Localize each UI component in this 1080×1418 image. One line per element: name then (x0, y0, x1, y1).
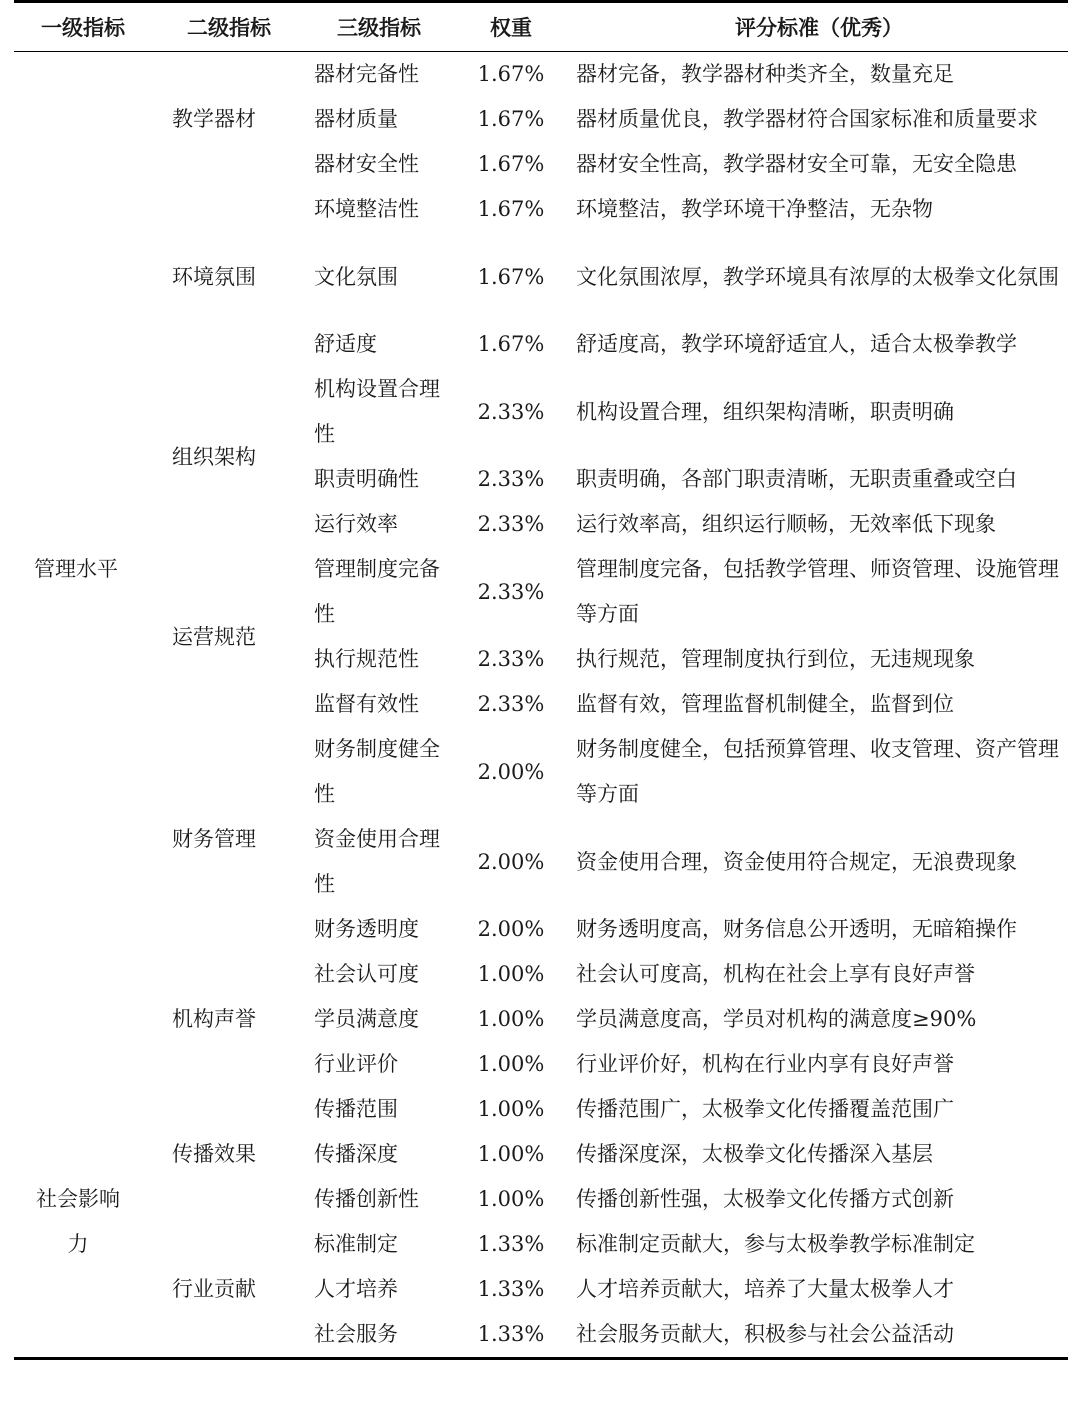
weight-value: 1.00% (477, 962, 545, 986)
level3-indicator: 文化氛围 (314, 264, 398, 289)
weight-value: 1.67% (477, 332, 545, 356)
criteria-text: 传播深度深，太极拳文化传播深入基层 (576, 1142, 933, 1166)
weight-value: 2.33% (477, 579, 545, 604)
level3-indicator: 器材完备性 (314, 62, 419, 86)
criteria-text: 财务制度健全，包括预算管理、收支管理、资产管理等方面 (576, 737, 1059, 806)
level2-cell: 财务管理 (172, 827, 256, 851)
level3-indicator: 运行效率 (314, 512, 398, 536)
level1-label: 管理水平 (34, 557, 118, 581)
criteria-text: 行业评价好，机构在行业内享有良好声誉 (576, 1052, 954, 1076)
weight-value: 1.33% (477, 1322, 545, 1346)
level3-indicator: 人才培养 (314, 1277, 398, 1301)
table-row (14, 52, 1068, 98)
level3-indicator: 机构设置合理性 (314, 377, 440, 446)
header-level1: 一级指标 (41, 16, 125, 40)
weight-value: 1.67% (477, 62, 545, 86)
level3-indicator: 传播深度 (314, 1142, 398, 1166)
level2-cell: 组织架构 (172, 444, 256, 469)
level3-indicator: 环境整洁性 (314, 197, 419, 221)
weight-value: 2.00% (477, 759, 545, 784)
level3-indicator: 监督有效性 (314, 692, 419, 716)
weight-value: 1.00% (477, 1187, 545, 1211)
weight-value: 1.67% (477, 197, 545, 221)
criteria-text: 标准制定贡献大，参与太极拳教学标准制定 (576, 1232, 975, 1256)
level3-indicator: 管理制度完备性 (314, 557, 440, 626)
criteria-text: 学员满意度高，学员对机构的满意度≥90% (576, 1007, 977, 1031)
weight-value: 1.00% (477, 1097, 545, 1121)
criteria-text: 环境整洁，教学环境干净整洁，无杂物 (576, 197, 933, 221)
table-row (14, 1222, 1068, 1267)
level2-cell: 教学器材 (172, 107, 256, 131)
weight-value: 2.33% (477, 512, 545, 536)
weight-value: 2.00% (477, 917, 545, 941)
header-level3: 三级指标 (337, 16, 421, 40)
level3-indicator: 标准制定 (314, 1232, 398, 1256)
weight-value: 1.67% (477, 107, 545, 131)
level2-cell: 传播效果 (172, 1142, 256, 1166)
criteria-text: 文化氛围浓厚，教学环境具有浓厚的太极拳文化氛围 (576, 264, 1059, 289)
criteria-text: 舒适度高，教学环境舒适宜人，适合太极拳教学 (576, 332, 1017, 356)
weight-value: 1.33% (477, 1232, 545, 1256)
table-row (14, 547, 1068, 637)
level3-indicator: 行业评价 (314, 1052, 398, 1076)
weight-value: 1.67% (477, 152, 545, 176)
weight-value: 1.00% (477, 1052, 545, 1076)
level3-indicator: 器材质量 (314, 107, 398, 131)
weight-value: 1.00% (477, 1007, 545, 1031)
criteria-text: 运行效率高，组织运行顺畅，无效率低下现象 (576, 512, 996, 536)
criteria-text: 监督有效，管理监督机制健全，监督到位 (576, 692, 954, 716)
table-row (14, 727, 1068, 817)
criteria-text: 职责明确，各部门职责清晰，无职责重叠或空白 (576, 467, 1017, 491)
weight-value: 2.33% (477, 399, 545, 424)
level3-indicator: 社会服务 (314, 1322, 398, 1346)
criteria-text: 器材完备，教学器材种类齐全，数量充足 (576, 62, 954, 86)
table-row (14, 952, 1068, 997)
criteria-text: 器材质量优良，教学器材符合国家标准和质量要求 (576, 107, 1038, 131)
table-body (14, 52, 1068, 1359)
criteria-text: 机构设置合理，组织架构清晰，职责明确 (576, 399, 954, 424)
level3-indicator: 传播创新性 (314, 1187, 419, 1211)
level3-indicator: 资金使用合理性 (314, 827, 440, 896)
table-row (14, 187, 1068, 232)
weight-value: 2.33% (477, 692, 545, 716)
criteria-text: 传播范围广，太极拳文化传播覆盖范围广 (576, 1097, 954, 1121)
criteria-text: 执行规范，管理制度执行到位，无违规现象 (576, 647, 975, 671)
level1-label: 社会影响力 (36, 1187, 120, 1256)
level3-indicator: 职责明确性 (314, 467, 419, 491)
header-row (14, 2, 1068, 52)
table-row (14, 1087, 1068, 1132)
weight-value: 2.00% (477, 849, 545, 874)
weight-value: 1.33% (477, 1277, 545, 1301)
weight-value: 2.33% (477, 647, 545, 671)
level3-indicator: 舒适度 (314, 332, 377, 356)
table-header (14, 2, 1068, 52)
level1-cell (14, 1087, 152, 1359)
level2-cell: 机构声誉 (172, 1007, 256, 1031)
criteria-text: 社会服务贡献大，积极参与社会公益活动 (576, 1322, 954, 1346)
criteria-text: 传播创新性强，太极拳文化传播方式创新 (576, 1187, 954, 1211)
level3-indicator: 学员满意度 (314, 1007, 419, 1031)
level3-indicator: 社会认可度 (314, 962, 419, 986)
evaluation-index-table (14, 0, 1068, 1360)
criteria-text: 资金使用合理，资金使用符合规定，无浪费现象 (576, 849, 1017, 874)
criteria-text: 人才培养贡献大，培养了大量太极拳人才 (576, 1277, 954, 1301)
criteria-text: 器材安全性高，教学器材安全可靠，无安全隐患 (576, 152, 1017, 176)
level3-indicator: 传播范围 (314, 1097, 398, 1121)
criteria-text: 社会认可度高，机构在社会上享有良好声誉 (576, 962, 975, 986)
weight-value: 2.33% (477, 467, 545, 491)
level3-indicator: 器材安全性 (314, 152, 419, 176)
header-level2: 二级指标 (187, 16, 271, 40)
level3-indicator: 执行规范性 (314, 647, 419, 671)
header-weight: 权重 (490, 16, 532, 40)
level3-indicator: 财务透明度 (314, 917, 419, 941)
weight-value: 1.67% (477, 264, 545, 289)
weight-value: 1.00% (477, 1142, 545, 1166)
level1-cell (14, 52, 152, 1088)
criteria-text: 管理制度完备，包括教学管理、师资管理、设施管理等方面 (576, 557, 1059, 626)
criteria-text: 财务透明度高，财务信息公开透明，无暗箱操作 (576, 917, 1017, 941)
evaluation-table-document (14, 0, 1068, 1360)
level2-cell: 环境氛围 (172, 264, 256, 289)
table-row (14, 367, 1068, 457)
level2-cell: 运营规范 (172, 624, 256, 649)
level2-cell: 行业贡献 (172, 1277, 256, 1301)
level3-indicator: 财务制度健全性 (314, 737, 440, 806)
header-criteria: 评分标准（优秀） (735, 16, 903, 40)
